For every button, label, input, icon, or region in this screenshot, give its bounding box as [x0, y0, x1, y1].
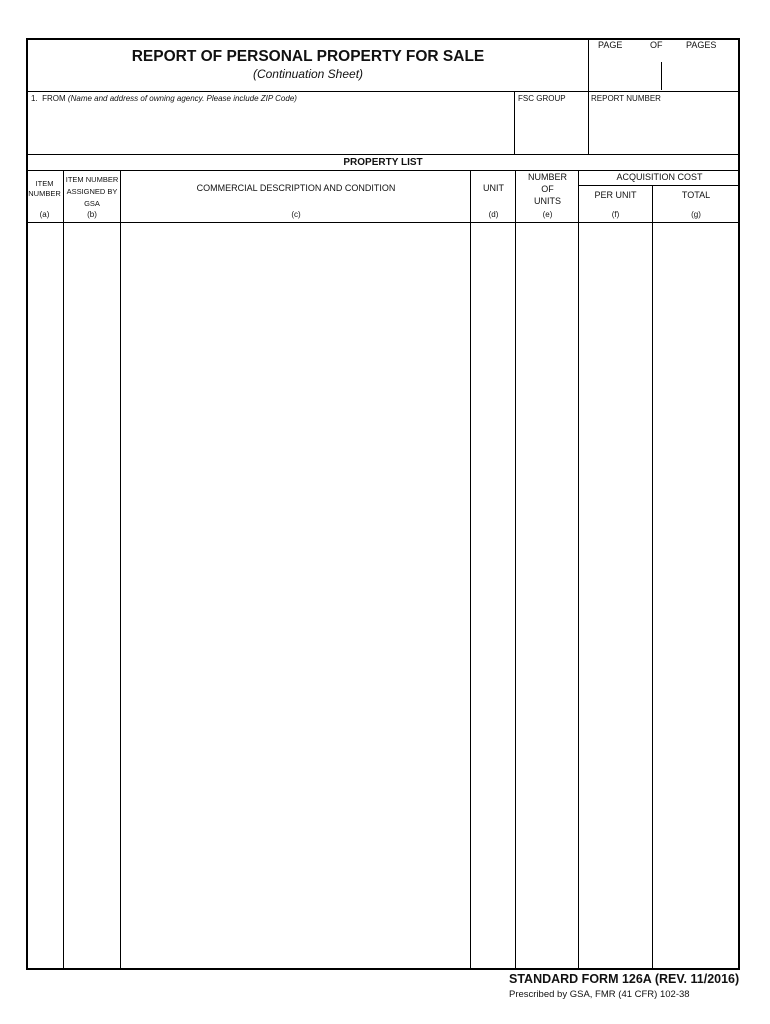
- col-a-line2: NUMBER: [28, 189, 61, 198]
- col-g-label: TOTAL: [681, 190, 711, 200]
- acquisition-cost-divider: [579, 185, 740, 186]
- acquisition-cost-label: ACQUISITION COST: [616, 172, 703, 182]
- property-list-divider: [26, 170, 740, 171]
- col-d-entry-area[interactable]: [472, 224, 514, 968]
- of-label: OF: [650, 40, 663, 50]
- col-d-e-line: [515, 170, 516, 970]
- col-f-code: (f): [611, 210, 620, 219]
- col-c-d-line: [470, 170, 471, 970]
- report-number-field[interactable]: [590, 106, 738, 152]
- form-number: STANDARD FORM 126A (REV. 11/2016): [509, 972, 740, 986]
- prescribed-by: Prescribed by GSA, FMR (41 CFR) 102-38: [509, 989, 690, 1000]
- report-number-label: REPORT NUMBER: [591, 94, 661, 103]
- from-row-divider: [26, 154, 740, 155]
- col-a-line1: ITEM: [35, 179, 54, 188]
- col-b-line3: GSA: [84, 199, 100, 208]
- fsc-group-field[interactable]: [516, 106, 586, 152]
- from-address-field[interactable]: [30, 106, 512, 152]
- col-a-b-line: [63, 170, 64, 970]
- title-divider: [26, 91, 740, 92]
- col-e-line2: OF: [541, 184, 554, 194]
- page-label: PAGE: [598, 40, 623, 50]
- col-a-code: (a): [39, 210, 50, 219]
- col-b-line2: ASSIGNED BY: [66, 187, 118, 196]
- col-e-line1: NUMBER: [527, 172, 567, 182]
- pages-label: PAGES: [686, 40, 717, 50]
- col-b-line1: ITEM NUMBER: [65, 175, 119, 184]
- page-of-separator: [661, 62, 662, 90]
- from-label: 1. FROM (Name and address of owning agency. Please include ZIP Code): [31, 94, 297, 103]
- col-d-code: (d): [488, 210, 499, 219]
- col-g-entry-area[interactable]: [654, 224, 738, 968]
- fsc-divider: [514, 91, 515, 154]
- property-list-heading: PROPERTY LIST: [343, 157, 423, 168]
- col-e-code: (e): [542, 210, 553, 219]
- report-number-divider: [588, 91, 589, 154]
- col-c-label: COMMERCIAL DESCRIPTION AND CONDITION: [196, 183, 396, 193]
- col-f-label: PER UNIT: [594, 190, 637, 200]
- col-f-g-line: [652, 185, 653, 970]
- fsc-group-label: FSC GROUP: [518, 94, 566, 103]
- col-d-label: UNIT: [483, 183, 504, 193]
- col-c-entry-area[interactable]: [122, 224, 469, 968]
- col-g-code: (g): [691, 210, 701, 219]
- form-subtitle: (Continuation Sheet): [252, 67, 364, 81]
- col-a-entry-area[interactable]: [28, 224, 62, 968]
- col-e-entry-area[interactable]: [517, 224, 577, 968]
- form-title: REPORT OF PERSONAL PROPERTY FOR SALE: [131, 48, 485, 65]
- col-b-c-line: [120, 170, 121, 970]
- col-b-code: (b): [87, 210, 97, 219]
- column-header-divider: [26, 222, 740, 223]
- col-f-entry-area[interactable]: [580, 224, 651, 968]
- page-number-field[interactable]: [590, 52, 660, 88]
- total-pages-field[interactable]: [663, 52, 738, 88]
- col-e-f-line: [578, 170, 579, 970]
- col-c-code: (c): [291, 210, 301, 219]
- page-box-divider: [588, 38, 589, 92]
- col-b-entry-area[interactable]: [65, 224, 119, 968]
- col-e-line3: UNITS: [534, 196, 561, 206]
